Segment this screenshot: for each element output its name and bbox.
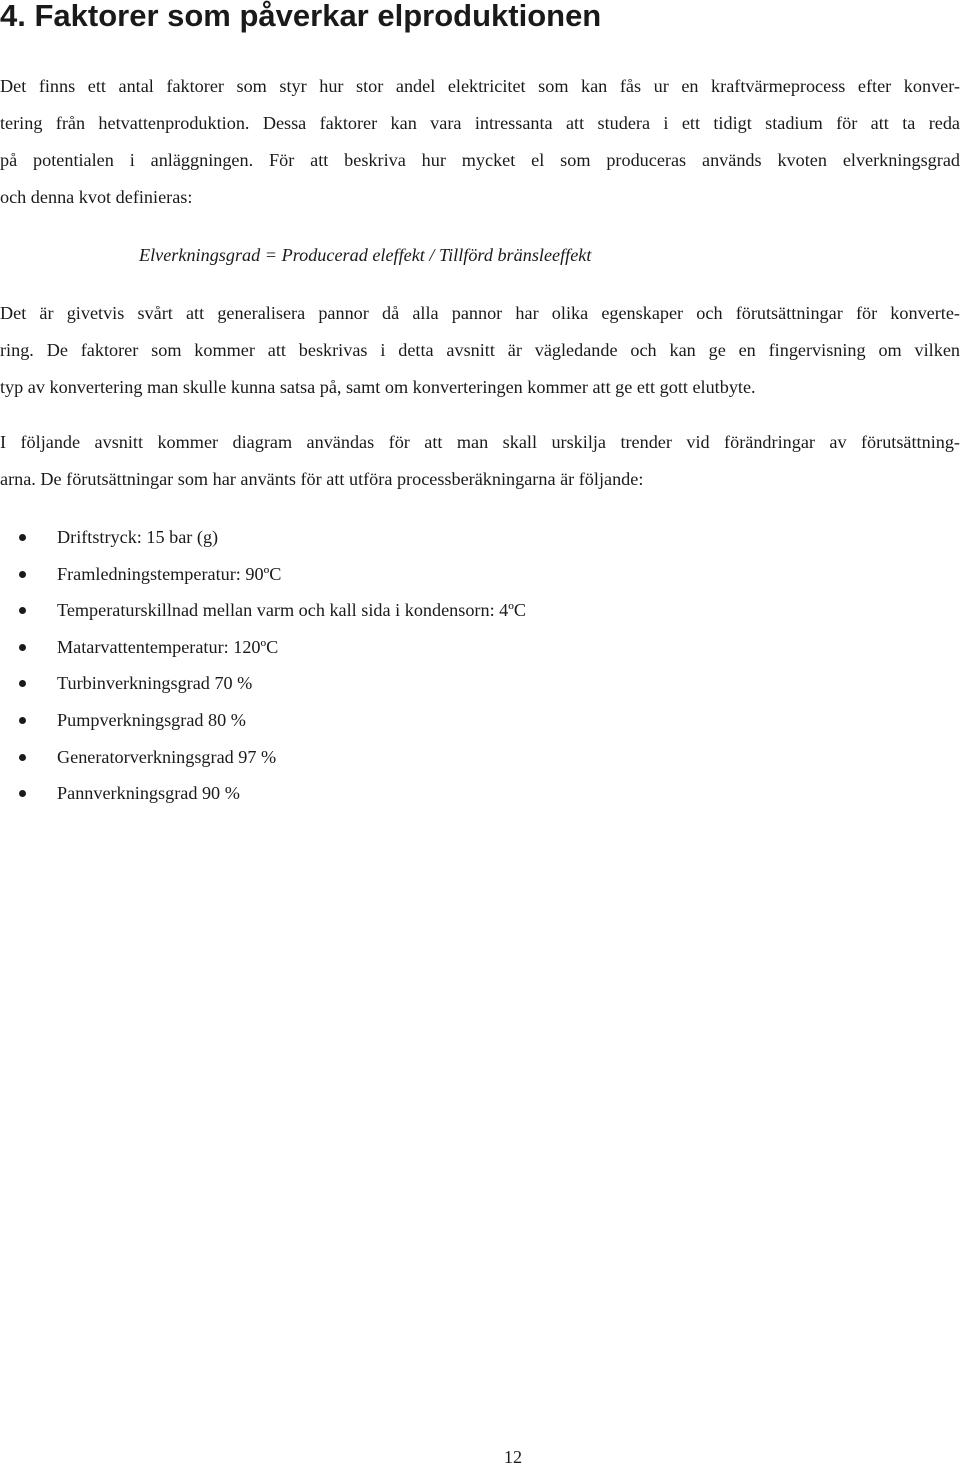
bullet-icon	[19, 680, 26, 687]
list-item-text: Driftstryck: 15 bar (g)	[57, 527, 219, 547]
bullet-icon	[19, 571, 26, 578]
page-number: 12	[503, 1447, 523, 1467]
list-item-text: Matarvattentemperatur: 120ºC	[57, 636, 279, 657]
paragraph-line: tering från hetvattenproduktion. Dessa faktorer kan vara intressanta att studera i ett tidigt stadium för att ta reda	[0, 113, 960, 133]
bullet-icon	[19, 754, 26, 761]
paragraph-line: och denna kvot definieras:	[0, 187, 193, 207]
section-heading: 4. Faktorer som påverkar elproduktionen	[0, 0, 602, 33]
efficiency-formula: Elverkningsgrad = Producerad eleffekt / Tillförd bränsleeffekt	[139, 245, 592, 265]
list-item-text: Temperaturskillnad mellan varm och kall sida i kondensorn: 4ºC	[57, 600, 527, 621]
list-item-text: Pannverkningsgrad 90 %	[57, 783, 240, 804]
bullet-icon	[19, 717, 26, 724]
paragraph-line: ring. De faktorer som kommer att beskrivas i detta avsnitt är vägledande och kan ge en fingervisning om vilken	[0, 340, 960, 360]
list-item-text: Generatorverkningsgrad 97 %	[57, 746, 277, 767]
list-item-text: Framledningstemperatur: 90ºC	[57, 563, 282, 584]
paragraph-line: Det är givetvis svårt att generalisera pannor då alla pannor har olika egenskaper och förutsättningar för konverte-	[0, 303, 960, 323]
bullet-icon	[19, 607, 26, 614]
paragraph-line: på potentialen i anläggningen. För att beskriva hur mycket el som produceras används kvoten elverkningsgrad	[0, 150, 960, 170]
assumptions-paragraph	[0, 424, 960, 498]
paragraph-line: arna. De förutsättningar som har använts för att utföra processberäkningarna är följande:	[0, 469, 644, 489]
paragraph-line: Det finns ett antal faktorer som styr hur stor andel elektricitet som kan fås ur en kraftvärmeprocess efter konver-	[0, 76, 960, 96]
paragraph-line: typ av konvertering man skulle kunna satsa på, samt om konverteringen kommer att ge ett gott elutbyte.	[0, 377, 756, 397]
generalization-paragraph	[0, 295, 960, 406]
bullet-icon	[19, 790, 26, 797]
list-item-text: Turbinverkningsgrad 70 %	[57, 673, 253, 694]
paragraph-line: I följande avsnitt kommer diagram användas för att man skall urskilja trender vid förändringar av förutsättning-	[0, 432, 960, 452]
intro-paragraph	[0, 68, 960, 216]
bullet-icon	[19, 534, 26, 541]
list-item-text: Pumpverkningsgrad 80 %	[57, 709, 246, 730]
bullet-icon	[19, 644, 26, 651]
